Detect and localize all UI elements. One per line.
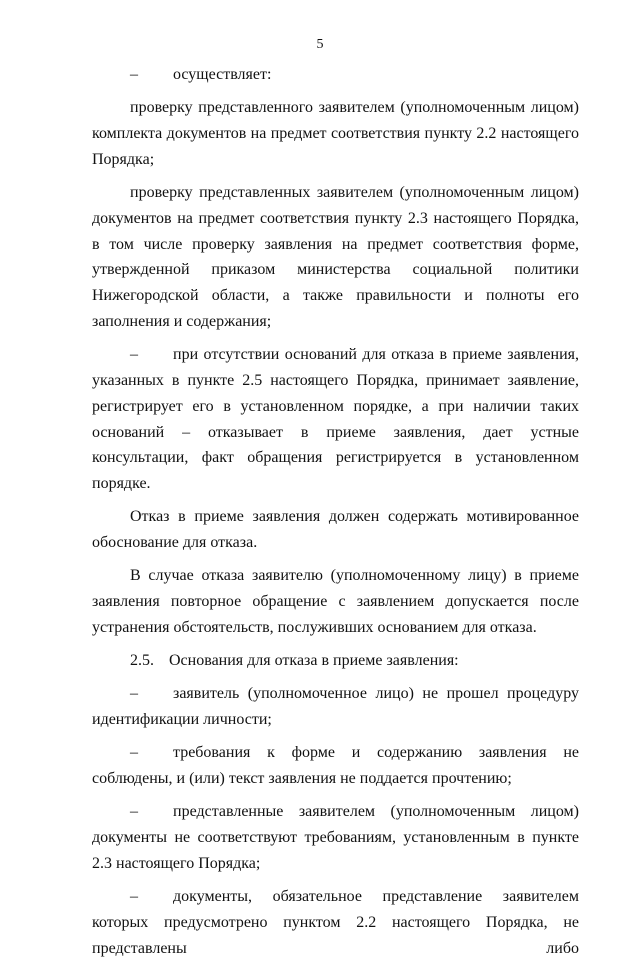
list-dash: – <box>130 888 138 906</box>
list-dash: – <box>130 744 138 762</box>
list-dash: – <box>130 685 138 703</box>
list-dash: – <box>130 803 138 821</box>
paragraph-documents-missing <box>92 884 579 961</box>
paragraph-text: требования к форме и содержанию заявления не соблюдены, и (или) текст заявления не поддается прочтению; <box>92 744 579 788</box>
paragraph-text: при отсутствии оснований для отказа в приеме заявления, указанных в пункте 2.5 настоящего Порядка, принимает заявление, регистрирует его в установленном порядке, а при наличии таких оснований – отказывает в приеме заявления, дает устные консультации, факт обращения регистрируется в установленном порядке. <box>92 346 579 493</box>
paragraph-text: осуществляет: <box>173 66 272 83</box>
paragraph-text: Основания для отказа в приеме заявления: <box>169 652 459 670</box>
paragraph-documents-mismatch <box>92 799 579 876</box>
paragraph-repeat-application <box>92 563 579 640</box>
page-number: 5 <box>316 37 324 52</box>
paragraph-text: проверку представленных заявителем (уполномоченным лицом) документов на предмет соответствия пункту 2.3 настоящего Порядка, в том числе проверку заявления на предмет соответствия форме, утвержденной приказом министерства социальной политики Нижегородской области, а также правильности и полноты его заполнения и содержания; <box>92 183 579 330</box>
section-number: 2.5. <box>130 652 154 670</box>
paragraph-form-requirements <box>92 740 579 792</box>
paragraph-accept-or-refuse <box>92 342 579 497</box>
paragraph-identification <box>92 681 579 733</box>
paragraph-text: представленные заявителем (уполномоченным лицом) документы не соответствуют требованиям, установленным в пункте 2.3 настоящего Порядка; <box>92 803 579 872</box>
paragraph-text: Отказ в приеме заявления должен содержать мотивированное обоснование для отказа. <box>92 508 579 552</box>
list-dash: – <box>130 346 138 364</box>
paragraph-text: В случае отказа заявителю (уполномоченному лицу) в приеме заявления повторное обращение с заявлением допускается после устранения обстоятельств, послуживших основанием для отказа. <box>92 567 579 636</box>
paragraph-text: проверку представленного заявителем (уполномоченным лицом) комплекта документов на предмет соответствия пункту 2.2 настоящего Порядка; <box>92 99 579 168</box>
paragraph-text: заявитель (уполномоченное лицо) не прошел процедуру идентификации личности; <box>92 685 579 729</box>
paragraph-section-2-5 <box>92 648 579 674</box>
paragraph-refusal-justification <box>92 504 579 556</box>
paragraph-check-package <box>92 95 579 172</box>
paragraph-check-documents <box>92 180 579 335</box>
document-body <box>92 62 579 961</box>
paragraph-performs <box>92 62 579 88</box>
paragraph-text: документы, обязательное представление заявителем которых предусмотрено пунктом 2.2 настоящего Порядка, не представлены либо <box>92 888 579 957</box>
list-dash: – <box>130 66 138 83</box>
